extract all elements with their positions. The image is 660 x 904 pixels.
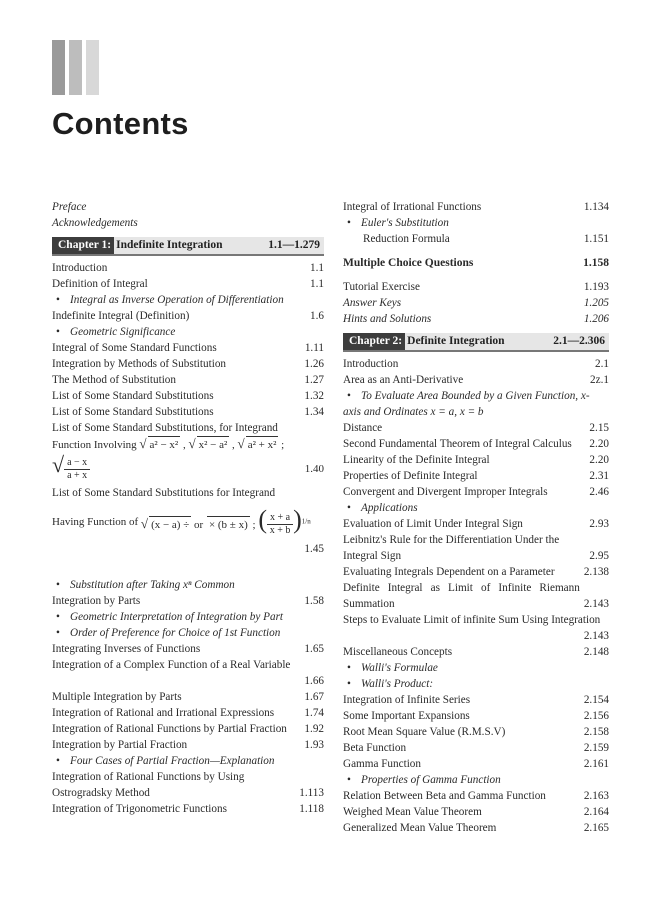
toc-entry-acknowledgements[interactable]: Acknowledgements (52, 217, 138, 229)
chapter-name: Definite Integration (405, 333, 549, 350)
toc-entry[interactable]: Introduction 1.1 (52, 262, 324, 274)
toc-entry[interactable]: Properties of Definite Integral 2.31 (343, 470, 609, 482)
toc-entry[interactable]: Integral of Irrational Functions 1.134 (343, 201, 609, 213)
toc-entry[interactable]: Definite Integral as Limit of Infinite Riemann Summation 2.143 (343, 582, 609, 610)
toc-entry[interactable]: Convergent and Divergent Improper Integrals 2.46 (343, 486, 609, 498)
toc-subentry[interactable]: • Substitution after Taking xⁿ Common (52, 577, 324, 593)
toc-subentry[interactable]: • Geometric Interpretation of Integration by Part (52, 609, 324, 625)
toc-entry[interactable]: Integration of Rational Functions by Using Ostrogradsky Method 1.113 (52, 771, 324, 799)
toc-formula-line[interactable]: Function Involving √ a² − x² , √ x² − a² , √ a² + x² ; (52, 436, 285, 451)
chapter-1-heading[interactable] (52, 237, 324, 256)
toc-entry[interactable]: Integration of Trigonometric Functions 1.118 (52, 803, 324, 815)
toc-entry[interactable]: Hints and Solutions 1.206 (343, 313, 609, 325)
toc-entry[interactable]: Introduction 2.1 (343, 358, 609, 370)
toc-entry[interactable]: 1.45 (304, 543, 324, 555)
toc-entry[interactable]: Relation Between Beta and Gamma Function 2.163 (343, 790, 609, 802)
toc-entry[interactable]: Integration of Rational Functions by Partial Fraction 1.92 (52, 723, 324, 735)
chapter-label: Chapter 1: (52, 237, 114, 254)
toc-entry[interactable]: Integration of Rational and Irrational Expressions 1.74 (52, 707, 324, 719)
toc-entry[interactable]: Area as an Anti-Derivative 2z.1 (343, 374, 609, 386)
toc-subentry[interactable]: • Order of Preference for Choice of 1st Function (52, 625, 324, 641)
toc-subentry[interactable]: • To Evaluate Area Bounded by a Given Function, x-axis and Ordinates x = a, x = b (343, 388, 609, 420)
toc-entry[interactable]: Some Important Expansions 2.156 (343, 710, 609, 722)
toc-entry[interactable]: Integration by Partial Fraction 1.93 (52, 739, 324, 751)
toc-entry[interactable]: Integral of Some Standard Functions 1.11 (52, 342, 324, 354)
toc-entry[interactable]: Root Mean Square Value (R.M.S.V) 2.158 (343, 726, 609, 738)
chapter-range: 1.1—1.279 (264, 237, 324, 254)
formula-expression: √ a² − x² , √ x² − a² , √ a² + x² ; (139, 436, 285, 451)
toc-entry[interactable]: Steps to Evaluate Limit of infinite Sum Using Integration 2.143 (343, 614, 609, 642)
decorative-bar (69, 40, 82, 95)
toc-subentry[interactable]: • Integral as Inverse Operation of Differentiation (52, 292, 324, 308)
formula-expression: √ (x − a) ÷ or × (b ± x) ; ( $\frac{x + a}{x + b}$ )$^{1/n}$ (140, 504, 311, 537)
toc-entry[interactable]: Second Fundamental Theorem of Integral Calculus 2.20 (343, 438, 609, 450)
toc-right-column (343, 199, 609, 836)
toc-entry[interactable]: Answer Keys 1.205 (343, 297, 609, 309)
toc-subentry[interactable]: • Geometric Significance (52, 324, 324, 340)
toc-formula-line[interactable]: √ $\frac{a - x}{a + x}$ 1.40 (52, 451, 324, 481)
toc-entry[interactable]: Generalized Mean Value Theorem 2.165 (343, 822, 609, 834)
toc-subentry[interactable]: • Walli's Product: (343, 676, 609, 692)
toc-formula-line[interactable]: Having Function of √ (x − a) ÷ or × (b ± x) ; ( $\frac{x + a}{x + b}$ )$^{1/n}$ (52, 504, 311, 537)
toc-entry[interactable]: Distance 2.15 (343, 422, 609, 434)
toc-section-mcq[interactable]: Multiple Choice Questions 1.158 (343, 257, 609, 269)
toc-entry[interactable]: Integration of a Complex Function of a Real Variable 1.66 (52, 659, 324, 687)
toc-entry[interactable]: Miscellaneous Concepts 2.148 (343, 646, 609, 658)
toc-entry-preface[interactable]: Preface (52, 201, 87, 213)
toc-entry[interactable]: Weighed Mean Value Theorem 2.164 (343, 806, 609, 818)
toc-entry[interactable]: Integration by Parts 1.58 (52, 595, 324, 607)
toc-entry[interactable]: Beta Function 2.159 (343, 742, 609, 754)
decorative-bar (86, 40, 99, 95)
toc-entry[interactable]: Evaluating Integrals Dependent on a Parameter 2.138 (343, 566, 609, 578)
toc-subentry[interactable]: • Properties of Gamma Function (343, 772, 609, 788)
toc-entry[interactable]: Definition of Integral 1.1 (52, 278, 324, 290)
chapter-range: 2.1—2.306 (549, 333, 609, 350)
toc-entry[interactable]: The Method of Substitution 1.27 (52, 374, 324, 386)
toc-subentry[interactable]: • Four Cases of Partial Fraction—Explanation (52, 753, 324, 769)
toc-entry[interactable]: Gamma Function 2.161 (343, 758, 609, 770)
toc-entry[interactable]: Indefinite Integral (Definition) 1.6 (52, 310, 324, 322)
toc-entry[interactable]: Integration by Methods of Substitution 1.26 (52, 358, 324, 370)
decorative-bar (52, 40, 65, 95)
toc-entry[interactable]: List of Some Standard Substitutions for Integrand (52, 487, 276, 499)
toc-left-column (52, 199, 324, 817)
toc-entry[interactable]: Integrating Inverses of Functions 1.65 (52, 643, 324, 655)
toc-subentry[interactable]: • Euler's Substitution (343, 215, 609, 231)
formula-expression: √ $\frac{a - x}{a + x}$ (52, 457, 90, 482)
chapter-2-heading[interactable] (343, 333, 609, 352)
toc-entry[interactable]: Tutorial Exercise 1.193 (343, 281, 609, 293)
toc-subentry[interactable]: Reduction Formula 1.151 (363, 233, 609, 245)
chapter-label: Chapter 2: (343, 333, 405, 350)
chapter-name: Indefinite Integration (114, 237, 264, 254)
page-title: Contents (52, 106, 189, 141)
toc-subentry[interactable]: • Applications (343, 500, 609, 516)
toc-entry[interactable]: List of Some Standard Substitutions, for Integrand (52, 422, 278, 434)
toc-entry[interactable]: Leibnitz's Rule for the Differentiation Under the Integral Sign 2.95 (343, 534, 609, 562)
toc-entry[interactable]: Multiple Integration by Parts 1.67 (52, 691, 324, 703)
toc-entry[interactable]: Evaluation of Limit Under Integral Sign 2.93 (343, 518, 609, 530)
toc-subentry[interactable]: • Walli's Formulae (343, 660, 609, 676)
toc-entry[interactable]: Integration of Infinite Series 2.154 (343, 694, 609, 706)
toc-entry[interactable]: List of Some Standard Substitutions 1.32 (52, 390, 324, 402)
toc-entry[interactable]: Linearity of the Definite Integral 2.20 (343, 454, 609, 466)
toc-entry[interactable]: List of Some Standard Substitutions 1.34 (52, 406, 324, 418)
